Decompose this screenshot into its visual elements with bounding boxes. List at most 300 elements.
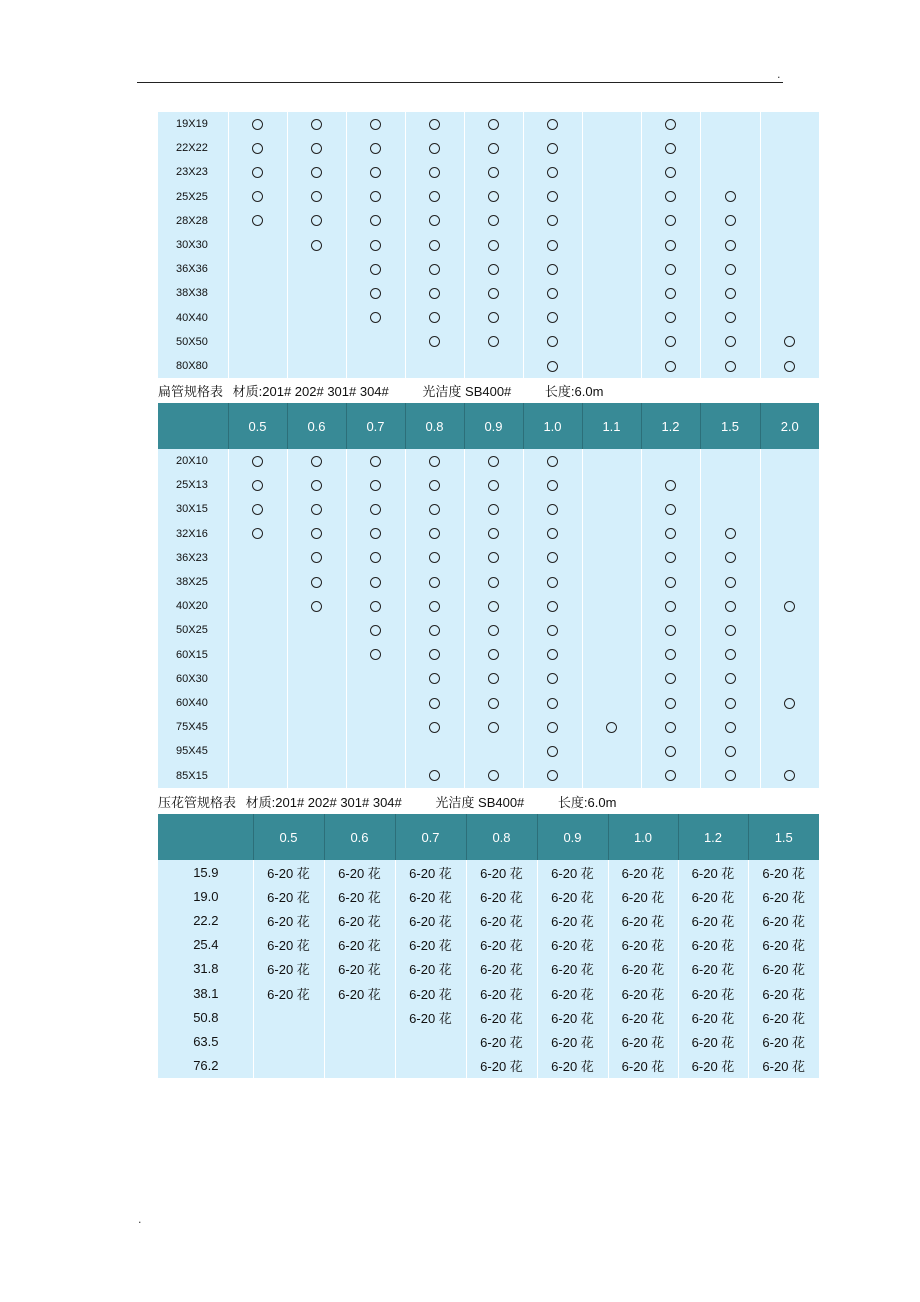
table-cell <box>678 884 748 908</box>
table-cell <box>466 1054 537 1078</box>
header-thickness-cell: 0.9 <box>537 814 608 860</box>
available-circle-icon <box>665 480 676 491</box>
available-circle-icon <box>665 288 676 299</box>
table-cell <box>582 306 641 330</box>
table-cell <box>228 112 287 136</box>
embossed-caption-length: 长度:6.0m <box>557 795 617 810</box>
available-circle-icon <box>725 625 736 636</box>
table-cell <box>324 981 395 1005</box>
table-row <box>158 957 819 981</box>
table-cell <box>760 257 819 281</box>
size-label: 23X23 <box>158 160 228 184</box>
flat-caption-finish: 光洁度 SB400# <box>422 384 512 399</box>
available-circle-icon <box>488 167 499 178</box>
table-cell <box>523 136 582 160</box>
table-cell <box>760 739 819 763</box>
available-circle-icon <box>547 143 558 154</box>
table-cell <box>700 136 760 160</box>
table-cell <box>582 570 641 594</box>
table-cell <box>405 185 464 209</box>
table-cell <box>582 330 641 354</box>
table-cell <box>678 1029 748 1053</box>
pattern-range-text: 6-20 花 <box>338 865 381 881</box>
available-circle-icon <box>665 601 676 612</box>
table-row <box>158 763 819 787</box>
table-row <box>158 739 819 763</box>
available-circle-icon <box>547 215 558 226</box>
table-cell <box>395 957 466 981</box>
table-cell <box>700 185 760 209</box>
table-cell <box>287 281 346 305</box>
pattern-range-text: 6-20 花 <box>551 1034 594 1050</box>
available-circle-icon <box>725 528 736 539</box>
size-label: 25.4 <box>158 933 253 957</box>
available-circle-icon <box>252 143 263 154</box>
available-circle-icon <box>665 746 676 757</box>
table-row <box>158 330 819 354</box>
table-cell <box>228 739 287 763</box>
available-circle-icon <box>725 312 736 323</box>
table-cell <box>641 136 700 160</box>
table-cell <box>346 136 405 160</box>
pattern-range-text: 6-20 花 <box>480 1010 523 1026</box>
pattern-range-text: 6-20 花 <box>480 889 523 905</box>
available-circle-icon <box>488 215 499 226</box>
table-cell <box>464 618 523 642</box>
available-circle-icon <box>665 312 676 323</box>
table-cell <box>582 281 641 305</box>
table-cell <box>537 957 608 981</box>
square-tube-table <box>158 112 819 378</box>
available-circle-icon <box>252 480 263 491</box>
available-circle-icon <box>488 456 499 467</box>
table-cell <box>523 570 582 594</box>
available-circle-icon <box>547 625 558 636</box>
pattern-range-text: 6-20 花 <box>480 986 523 1002</box>
header-thickness-cell: 1.2 <box>641 403 700 449</box>
table-cell <box>464 667 523 691</box>
table-cell <box>748 1029 819 1053</box>
available-circle-icon <box>547 601 558 612</box>
pattern-range-text: 6-20 花 <box>338 986 381 1002</box>
table-cell <box>228 306 287 330</box>
table-cell <box>678 1054 748 1078</box>
available-circle-icon <box>429 480 440 491</box>
available-circle-icon <box>370 119 381 130</box>
available-circle-icon <box>725 577 736 588</box>
pattern-range-text: 6-20 花 <box>551 1010 594 1026</box>
pattern-range-text: 6-20 花 <box>551 938 594 954</box>
table-cell <box>523 233 582 257</box>
table-cell <box>405 354 464 378</box>
table-cell <box>700 233 760 257</box>
pattern-range-text: 6-20 花 <box>762 938 806 954</box>
available-circle-icon <box>665 698 676 709</box>
table-cell <box>608 860 678 884</box>
size-label: 31.8 <box>158 957 253 981</box>
available-circle-icon <box>311 143 322 154</box>
table-cell <box>228 546 287 570</box>
table-cell <box>464 546 523 570</box>
table-cell <box>641 354 700 378</box>
table-cell <box>641 763 700 787</box>
available-circle-icon <box>547 191 558 202</box>
table-cell <box>405 112 464 136</box>
table-cell <box>582 354 641 378</box>
table-cell <box>608 933 678 957</box>
pattern-range-text: 6-20 花 <box>762 986 806 1002</box>
table-cell <box>760 185 819 209</box>
table-cell <box>405 570 464 594</box>
table-cell <box>523 618 582 642</box>
pattern-range-text: 6-20 花 <box>691 1059 735 1075</box>
pattern-range-text: 6-20 花 <box>267 962 310 978</box>
available-circle-icon <box>665 528 676 539</box>
table-cell <box>464 306 523 330</box>
table-cell <box>228 160 287 184</box>
header-thickness-cell: 1.2 <box>678 814 748 860</box>
table-cell <box>405 643 464 667</box>
table-cell <box>678 908 748 932</box>
table-cell <box>760 763 819 787</box>
table-cell <box>346 112 405 136</box>
available-circle-icon <box>370 649 381 660</box>
available-circle-icon <box>665 361 676 372</box>
table-cell <box>537 884 608 908</box>
available-circle-icon <box>311 240 322 251</box>
available-circle-icon <box>311 191 322 202</box>
page-mark-bottom: . <box>138 1213 142 1226</box>
table-cell <box>582 449 641 473</box>
pattern-range-text: 6-20 花 <box>691 889 735 905</box>
header-thickness-cell: 0.7 <box>395 814 466 860</box>
table-cell <box>395 1005 466 1029</box>
table-cell <box>700 281 760 305</box>
table-cell <box>700 570 760 594</box>
table-cell <box>253 908 324 932</box>
available-circle-icon <box>488 336 499 347</box>
table-cell <box>760 715 819 739</box>
table-cell <box>405 281 464 305</box>
table-cell <box>287 306 346 330</box>
table-row <box>158 1005 819 1029</box>
table-cell <box>466 957 537 981</box>
table-cell <box>228 136 287 160</box>
available-circle-icon <box>488 673 499 684</box>
table-cell <box>346 763 405 787</box>
table-cell <box>466 933 537 957</box>
table-cell <box>608 1029 678 1053</box>
pattern-range-text: 6-20 花 <box>762 1034 806 1050</box>
table-cell <box>287 594 346 618</box>
table-cell <box>582 739 641 763</box>
table-row <box>158 354 819 378</box>
table-cell <box>641 185 700 209</box>
available-circle-icon <box>725 264 736 275</box>
header-thickness-cell: 0.9 <box>464 403 523 449</box>
table-cell <box>700 546 760 570</box>
table-cell <box>464 594 523 618</box>
table-cell <box>700 160 760 184</box>
table-cell <box>287 330 346 354</box>
available-circle-icon <box>547 361 558 372</box>
size-label: 63.5 <box>158 1029 253 1053</box>
available-circle-icon <box>370 528 381 539</box>
table-cell <box>228 667 287 691</box>
table-cell <box>464 330 523 354</box>
table-cell <box>324 1054 395 1078</box>
size-label: 38X25 <box>158 570 228 594</box>
pattern-range-text: 6-20 花 <box>551 986 594 1002</box>
table-cell <box>287 185 346 209</box>
table-cell <box>523 594 582 618</box>
table-cell <box>405 497 464 521</box>
table-cell <box>346 209 405 233</box>
table-cell <box>228 522 287 546</box>
available-circle-icon <box>252 504 263 515</box>
available-circle-icon <box>311 528 322 539</box>
pattern-range-text: 6-20 花 <box>409 1010 452 1026</box>
header-thickness-cell: 0.8 <box>405 403 464 449</box>
header-thickness-cell: 0.6 <box>287 403 346 449</box>
pattern-range-text: 6-20 花 <box>267 913 310 929</box>
available-circle-icon <box>429 601 440 612</box>
table-cell <box>608 981 678 1005</box>
table-cell <box>748 981 819 1005</box>
available-circle-icon <box>547 552 558 563</box>
table-cell <box>395 860 466 884</box>
table-cell <box>405 306 464 330</box>
table-cell <box>346 570 405 594</box>
table-cell <box>523 691 582 715</box>
header-thickness-cell: 1.0 <box>523 403 582 449</box>
pattern-range-text: 6-20 花 <box>691 1034 735 1050</box>
table-cell <box>287 449 346 473</box>
table-cell <box>608 957 678 981</box>
available-circle-icon <box>665 167 676 178</box>
pattern-range-text: 6-20 花 <box>267 865 310 881</box>
available-circle-icon <box>488 240 499 251</box>
size-label: 75X45 <box>158 715 228 739</box>
header-thickness-cell: 1.5 <box>748 814 819 860</box>
flat-tube-caption <box>158 381 609 400</box>
table-cell <box>641 233 700 257</box>
pattern-range-text: 6-20 花 <box>762 962 806 978</box>
table-cell <box>228 233 287 257</box>
available-circle-icon <box>665 649 676 660</box>
available-circle-icon <box>665 770 676 781</box>
table-cell <box>346 643 405 667</box>
available-circle-icon <box>429 215 440 226</box>
table-cell <box>641 739 700 763</box>
available-circle-icon <box>665 143 676 154</box>
table-cell <box>464 691 523 715</box>
table-cell <box>748 908 819 932</box>
embossed-tube-caption <box>158 792 622 811</box>
table-cell <box>523 281 582 305</box>
table-cell <box>582 715 641 739</box>
table-cell <box>466 1005 537 1029</box>
table-cell <box>641 473 700 497</box>
available-circle-icon <box>252 528 263 539</box>
size-label: 60X40 <box>158 691 228 715</box>
table-cell <box>287 618 346 642</box>
available-circle-icon <box>370 625 381 636</box>
table-cell <box>228 618 287 642</box>
embossed-table-header-row <box>158 814 819 860</box>
pattern-range-text: 6-20 花 <box>338 938 381 954</box>
available-circle-icon <box>311 119 322 130</box>
table-cell <box>287 643 346 667</box>
table-cell <box>641 691 700 715</box>
table-row <box>158 233 819 257</box>
table-cell <box>405 209 464 233</box>
table-cell <box>324 860 395 884</box>
table-cell <box>324 908 395 932</box>
table-cell <box>582 667 641 691</box>
size-label: 40X20 <box>158 594 228 618</box>
available-circle-icon <box>725 601 736 612</box>
available-circle-icon <box>488 143 499 154</box>
table-cell <box>523 354 582 378</box>
table-cell <box>760 160 819 184</box>
table-cell <box>395 908 466 932</box>
table-row <box>158 570 819 594</box>
table-cell <box>405 691 464 715</box>
available-circle-icon <box>429 504 440 515</box>
table-cell <box>582 522 641 546</box>
table-cell <box>464 763 523 787</box>
table-cell <box>228 763 287 787</box>
size-label: 20X10 <box>158 449 228 473</box>
available-circle-icon <box>725 722 736 733</box>
table-cell <box>523 112 582 136</box>
available-circle-icon <box>547 167 558 178</box>
available-circle-icon <box>370 143 381 154</box>
table-cell <box>608 884 678 908</box>
available-circle-icon <box>311 215 322 226</box>
table-cell <box>760 136 819 160</box>
table-cell <box>523 257 582 281</box>
available-circle-icon <box>725 552 736 563</box>
table-cell <box>405 160 464 184</box>
table-cell <box>466 908 537 932</box>
table-row <box>158 908 819 932</box>
pattern-range-text: 6-20 花 <box>551 865 594 881</box>
table-cell <box>700 643 760 667</box>
available-circle-icon <box>252 191 263 202</box>
table-cell <box>464 209 523 233</box>
table-cell <box>287 473 346 497</box>
table-cell <box>760 281 819 305</box>
table-cell <box>346 546 405 570</box>
size-label: 36X23 <box>158 546 228 570</box>
table-cell <box>760 522 819 546</box>
table-row <box>158 185 819 209</box>
table-cell <box>466 981 537 1005</box>
table-cell <box>537 933 608 957</box>
available-circle-icon <box>665 577 676 588</box>
table-cell <box>523 643 582 667</box>
table-row <box>158 933 819 957</box>
size-label: 19X19 <box>158 112 228 136</box>
table-cell <box>678 1005 748 1029</box>
available-circle-icon <box>784 361 795 372</box>
available-circle-icon <box>547 264 558 275</box>
available-circle-icon <box>547 577 558 588</box>
available-circle-icon <box>547 722 558 733</box>
table-cell <box>760 570 819 594</box>
available-circle-icon <box>429 191 440 202</box>
pattern-range-text: 6-20 花 <box>691 938 735 954</box>
available-circle-icon <box>665 215 676 226</box>
table-cell <box>287 209 346 233</box>
table-cell <box>641 257 700 281</box>
available-circle-icon <box>725 361 736 372</box>
table-cell <box>346 185 405 209</box>
table-cell <box>464 136 523 160</box>
available-circle-icon <box>429 625 440 636</box>
size-label: 19.0 <box>158 884 253 908</box>
available-circle-icon <box>429 264 440 275</box>
table-cell <box>405 257 464 281</box>
table-cell <box>253 981 324 1005</box>
table-cell <box>287 257 346 281</box>
size-label: 80X80 <box>158 354 228 378</box>
table-cell <box>324 884 395 908</box>
table-cell <box>287 739 346 763</box>
table-cell <box>748 1054 819 1078</box>
table-cell <box>466 860 537 884</box>
table-cell <box>760 354 819 378</box>
table-cell <box>464 715 523 739</box>
table-row <box>158 449 819 473</box>
pattern-range-text: 6-20 花 <box>480 913 523 929</box>
header-thickness-cell: 0.7 <box>346 403 405 449</box>
table-cell <box>324 933 395 957</box>
available-circle-icon <box>488 119 499 130</box>
header-thickness-cell: 1.5 <box>700 403 760 449</box>
table-cell <box>287 691 346 715</box>
available-circle-icon <box>547 746 558 757</box>
available-circle-icon <box>429 552 440 563</box>
size-label: 38X38 <box>158 281 228 305</box>
available-circle-icon <box>429 722 440 733</box>
pattern-range-text: 6-20 花 <box>338 962 381 978</box>
table-cell <box>228 473 287 497</box>
table-cell <box>466 884 537 908</box>
size-label: 32X16 <box>158 522 228 546</box>
size-label: 22X22 <box>158 136 228 160</box>
size-label: 30X15 <box>158 497 228 521</box>
table-cell <box>641 449 700 473</box>
pattern-range-text: 6-20 花 <box>621 962 665 978</box>
table-cell <box>582 185 641 209</box>
available-circle-icon <box>784 336 795 347</box>
available-circle-icon <box>725 746 736 757</box>
table-cell <box>608 1005 678 1029</box>
table-cell <box>287 570 346 594</box>
table-cell <box>523 209 582 233</box>
table-cell <box>582 763 641 787</box>
table-cell <box>464 112 523 136</box>
table-cell <box>253 860 324 884</box>
flat-tube-table <box>158 403 819 788</box>
pattern-range-text: 6-20 花 <box>621 986 665 1002</box>
table-cell <box>760 594 819 618</box>
available-circle-icon <box>547 336 558 347</box>
table-cell <box>678 860 748 884</box>
